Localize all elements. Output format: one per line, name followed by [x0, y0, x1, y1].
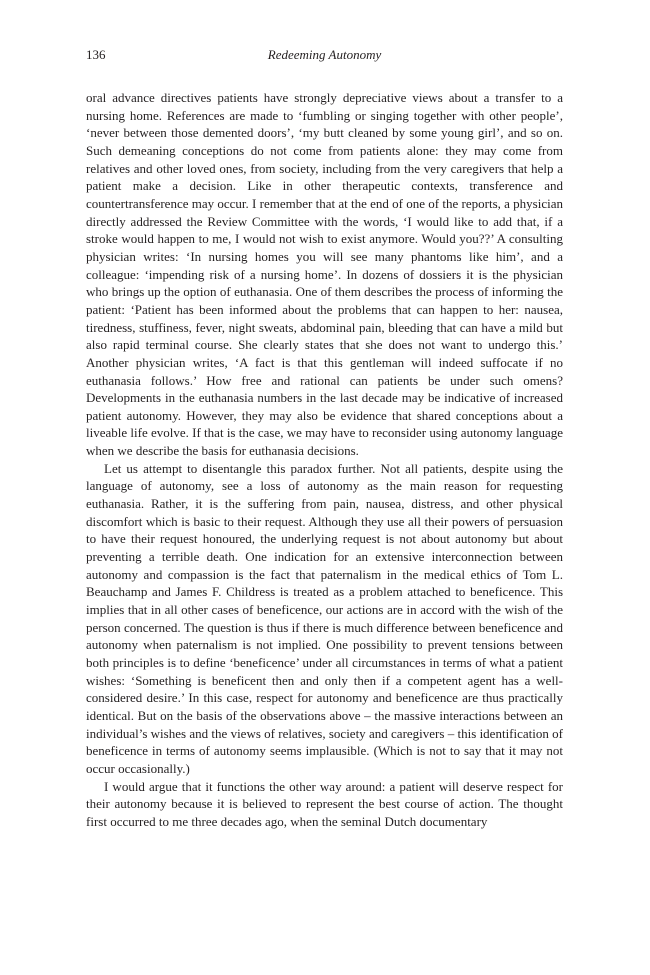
- running-title: Redeeming Autonomy: [267, 47, 382, 62]
- page-number: 136: [86, 47, 106, 62]
- paragraph-argue: I would argue that it functions the other way around: a patient will deserve respect for their autonomy because it is believed to represent the best course of action. The thought first occurred to me three decades ago, when the seminal Dutch documentary: [86, 778, 563, 829]
- running-head: [86, 46, 563, 64]
- paragraph-disentangle: Let us attempt to disentangle this paradox further. Not all patients, despite using the language of autonomy, see a loss of autonomy as the main reason for requesting euthanasia. Rather, it is the suffering from pain, nausea, distress, and other physical discomfort which is basic to their request. Although they use all their powers of persuasion to have their request honoured, the underlying request is not about autonomy but about preventing a terrible death. One indication for an extensive interconnection between autonomy and compassion is the fact that paternalism in the medical ethics of Tom L. Beauchamp and James F. Childress is treated as a problem attached to beneficence. This implies that in all other cases of beneficence, our actions are in accord with the wish of the person concerned. The question is thus if there is much difference between beneficence and autonomy when paternalism is not implied. One possibility to prevent tensions between both principles is to define ‘beneficence’ under all circumstances in terms of what a patient wishes: ‘Something is beneficent then and only then if a competent agent has a well-considered desire.’ In this case, respect for autonomy and beneficence are thus practically identical. But on the basis of the observations above – the massive interactions between an individual’s wishes and the views of relatives, society and caregivers – this identification of beneficence in terms of autonomy seems implausible. (Which is not to say that it may not occur occasionally.): [86, 460, 563, 776]
- body-text: [86, 89, 563, 831]
- paragraph-continued: oral advance directives patients have strongly depreciative views about a transfer to a nursing home. References are made to ‘fumbling or singing together with other people’, ‘never between those demented doors’, ‘my butt cleaned by some young girl’, and so on. Such demeaning conceptions do not come from patients alone: they may come from relatives and other loved ones, from society, including from the very caregivers that help a patient make a decision. Like in other therapeutic contexts, transference and countertransference may occur. I remember that at the end of one of the reports, a physician directly addressed the Review Committee with the words, ‘I would like to add that, if a stroke would happen to me, I would not wish to exist anymore. Would you??’ A consulting physician writes: ‘In nursing homes you will see many phantoms like him’, and a colleague: ‘impending risk of a nursing home’. In dozens of dossiers it is the physician who brings up the option of euthanasia. One of them describes the process of informing the patient: ‘Patient has been informed about the problems that can happen to her: nausea, tiredness, stuffiness, fever, night sweats, abdominal pain, bleeding that can have a mild but also rapid terminal course. She clearly states that she does not want to undergo this.’ Another physician writes, ‘A fact is that this gentleman will indeed suffocate if no euthanasia follows.’ How free and rational can patients be under such omens? Developments in the euthanasia numbers in the last decade may be indicative of increased patient autonomy. However, they may also be evidence that shared conceptions about a liveable life evolve. If that is the case, we may have to reconsider using autonomy language when we describe the basis for euthanasia decisions.: [86, 90, 563, 459]
